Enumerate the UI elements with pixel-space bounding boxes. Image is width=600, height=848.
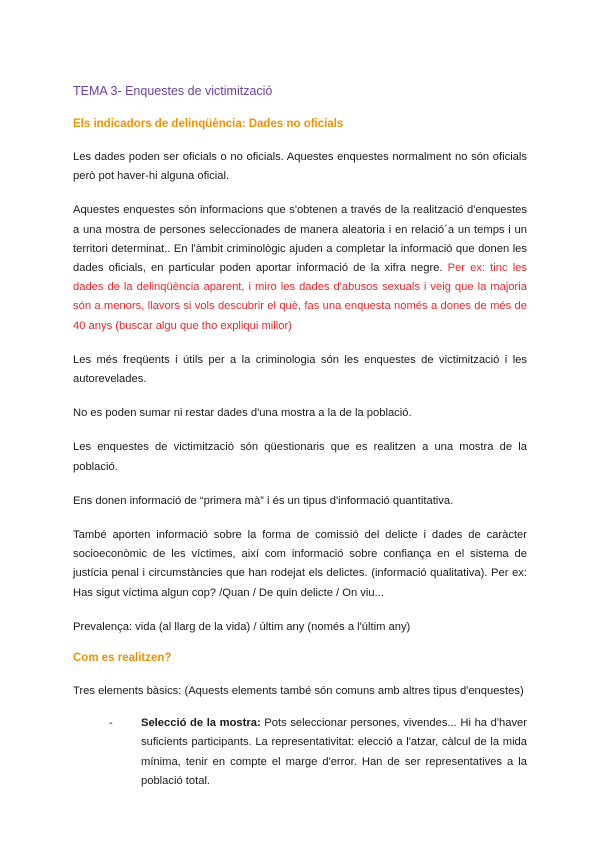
paragraph-3: Les més freqüents i útils per a la criminologia són les enquestes de victimització i les autorevelades. bbox=[73, 353, 527, 386]
list-item bbox=[73, 714, 527, 791]
paragraph-2-red-note: Per ex: tinc les dades de la delinqüència aparent, i miro les dades d'abusos sexuals i veig que la majoria són a menors, llavors si vols descubrir el què, fas una enquesta només a dones de més de 40 anys (buscar algu que tho expliqui millor) bbox=[73, 262, 527, 332]
page-title: TEMA 3- Enquestes de victimització bbox=[73, 84, 273, 98]
list-item-text bbox=[141, 714, 527, 791]
paragraph-8: Prevalença: vida (al llarg de la vida) / últim any (només a l'últim any) bbox=[73, 620, 411, 633]
paragraph-4: No es poden sumar ni restar dades d'una mostra a la de la població. bbox=[73, 407, 412, 420]
section-heading-indicators: Els indicadors de delinqüència: Dades no oficials bbox=[73, 118, 344, 130]
paragraph-intro: Tres elements bàsics: (Aquests elements també són comuns amb altres tipus d'enquestes) bbox=[73, 685, 524, 698]
paragraph-6: Ens donen informació de “primera mà” i és un tipus d'informació quantitativa. bbox=[73, 494, 454, 507]
section-heading-how: Com es realitzen? bbox=[73, 652, 172, 665]
paragraph-5: Les enquestes de victimització són qüestionaris que es realitzen a una mostra de la població. bbox=[73, 441, 527, 473]
paragraph-2 bbox=[73, 201, 527, 335]
list-item-heading: Selecció de la mostra: bbox=[141, 717, 261, 730]
bullet-marker: - bbox=[109, 717, 113, 730]
paragraph-7: També aporten informació sobre la forma de comissió del delicte i dades de caràcter socioeconòmic de les víctimes, així com informació sobre confiança en el sistema de justícia penal i circumstàncies que han rodejat els delictes. (informació qualitativa). Per ex: Has sigut víctima algun cop? /Quan / De quin delicte / On viu... bbox=[73, 529, 527, 599]
paragraph-1: Les dades poden ser oficials o no oficials. Aquestes enquestes normalment no són oficials però pot haver-hi alguna oficial. bbox=[73, 151, 527, 183]
list-item-body: Pots seleccionar persones, vivendes... Hi ha d'haver suficients participants. La representativitat: elecció a l'atzar, càlcul de la mida mínima, tenir en compte el marge d'error. Han de ser representatives a la població total. bbox=[141, 717, 527, 787]
paragraph-2-text: Aquestes enquestes són informacions que s'obtenen a través de la realització d'enquestes a una mostra de persones seleccionades de manera aleatoria i en relació´a un temps i un territori determinat.. En l'àmbit criminològic ajuden a completar la informació que donen les dades oficials, en particular poden aportar informació de la xifra negre. bbox=[73, 204, 527, 275]
